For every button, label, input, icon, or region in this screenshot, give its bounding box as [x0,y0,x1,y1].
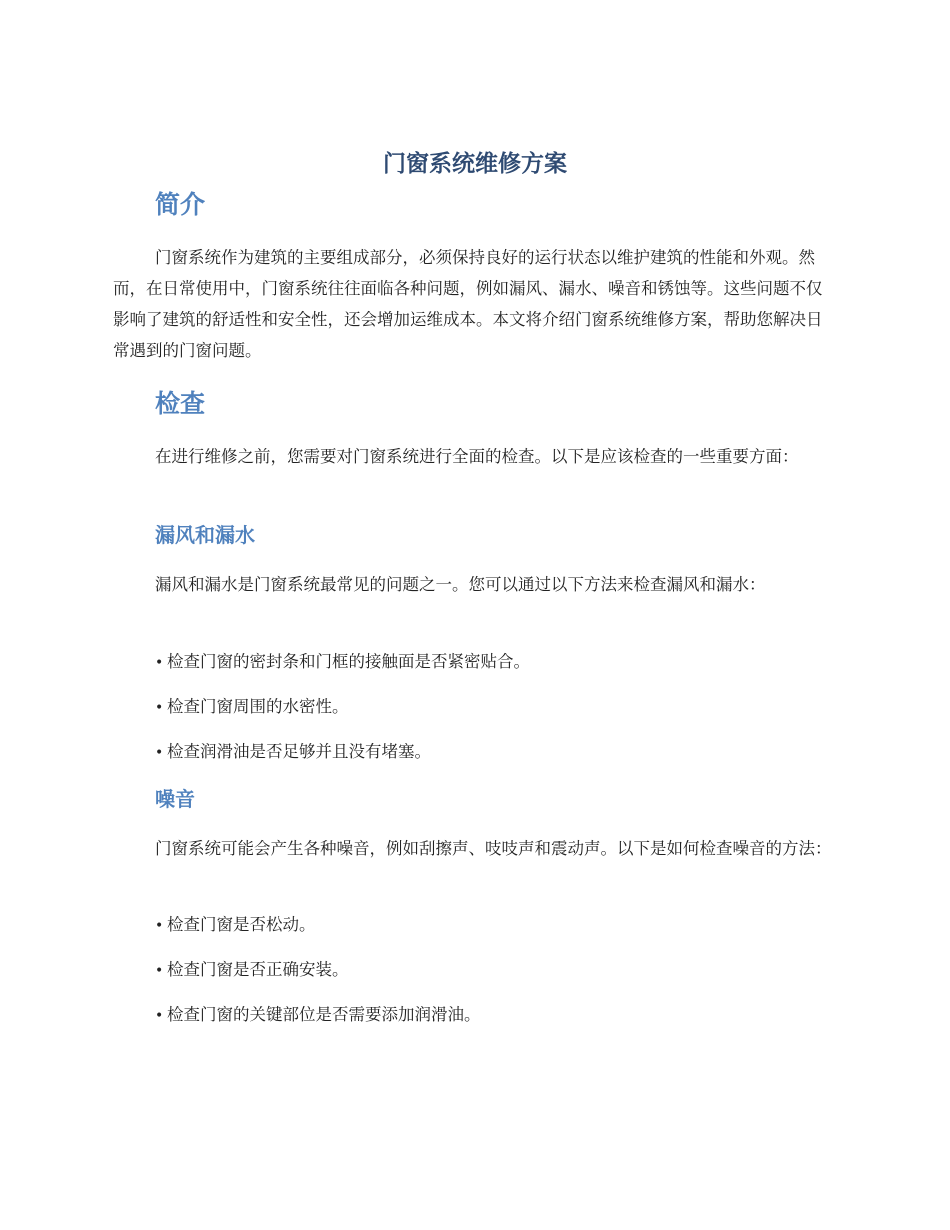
list-item [155,911,835,940]
bullet-icon: • [155,745,164,761]
subsection-paragraph-leaks: 漏风和漏水是门窗系统最常见的问题之一。您可以通过以下方法来检查漏风和漏水： [155,575,766,594]
section-paragraph-inspection: 在进行维修之前，您需要对门窗系统进行全面的检查。以下是应该检查的一些重要方面： [155,447,799,466]
bullet-icon: • [155,700,164,716]
bullet-icon: • [155,963,164,979]
subsection-paragraph-noise: 门窗系统可能会产生各种噪音，例如刮擦声、吱吱声和震动声。以下是如何检查噪音的方法： [155,839,832,858]
list-item [155,738,835,767]
list-item [155,1001,835,1030]
section-heading-intro: 简介 [155,190,206,219]
list-item [155,693,835,722]
list-item-text: 检查门窗的关键部位是否需要添加润滑油。 [167,1005,481,1024]
list-item-text: 检查门窗周围的水密性。 [167,697,349,716]
list-item-text: 检查门窗是否正确安装。 [167,960,349,979]
bullet-icon: • [155,1008,164,1024]
bullet-icon: • [155,918,164,934]
section-heading-inspection: 检查 [155,389,206,418]
list-item [155,648,835,677]
subsection-heading-noise: 噪音 [155,787,195,811]
list-item-text: 检查润滑油是否足够并且没有堵塞。 [167,742,431,761]
bullet-icon: • [155,655,164,671]
subsection-heading-leaks: 漏风和漏水 [155,523,255,547]
list-item-text: 检查门窗的密封条和门框的接触面是否紧密贴合。 [167,652,530,671]
document-title: 门窗系统维修方案 [383,151,567,177]
list-item-text: 检查门窗是否松动。 [167,915,316,934]
list-item [155,956,835,985]
section-paragraph-intro: 门窗系统作为建筑的主要组成部分，必须保持良好的运行状态以维护建筑的性能和外观。然而，在日常使用中，门窗系统往往面临各种问题，例如漏风、漏水、噪音和锈蚀等。这些问题不仅影响了建筑的舒适性和安全性，还会增加运维成本。本文将介绍门窗系统维修方案，帮助您解决日常遇到的门窗问题。 [113,248,823,360]
